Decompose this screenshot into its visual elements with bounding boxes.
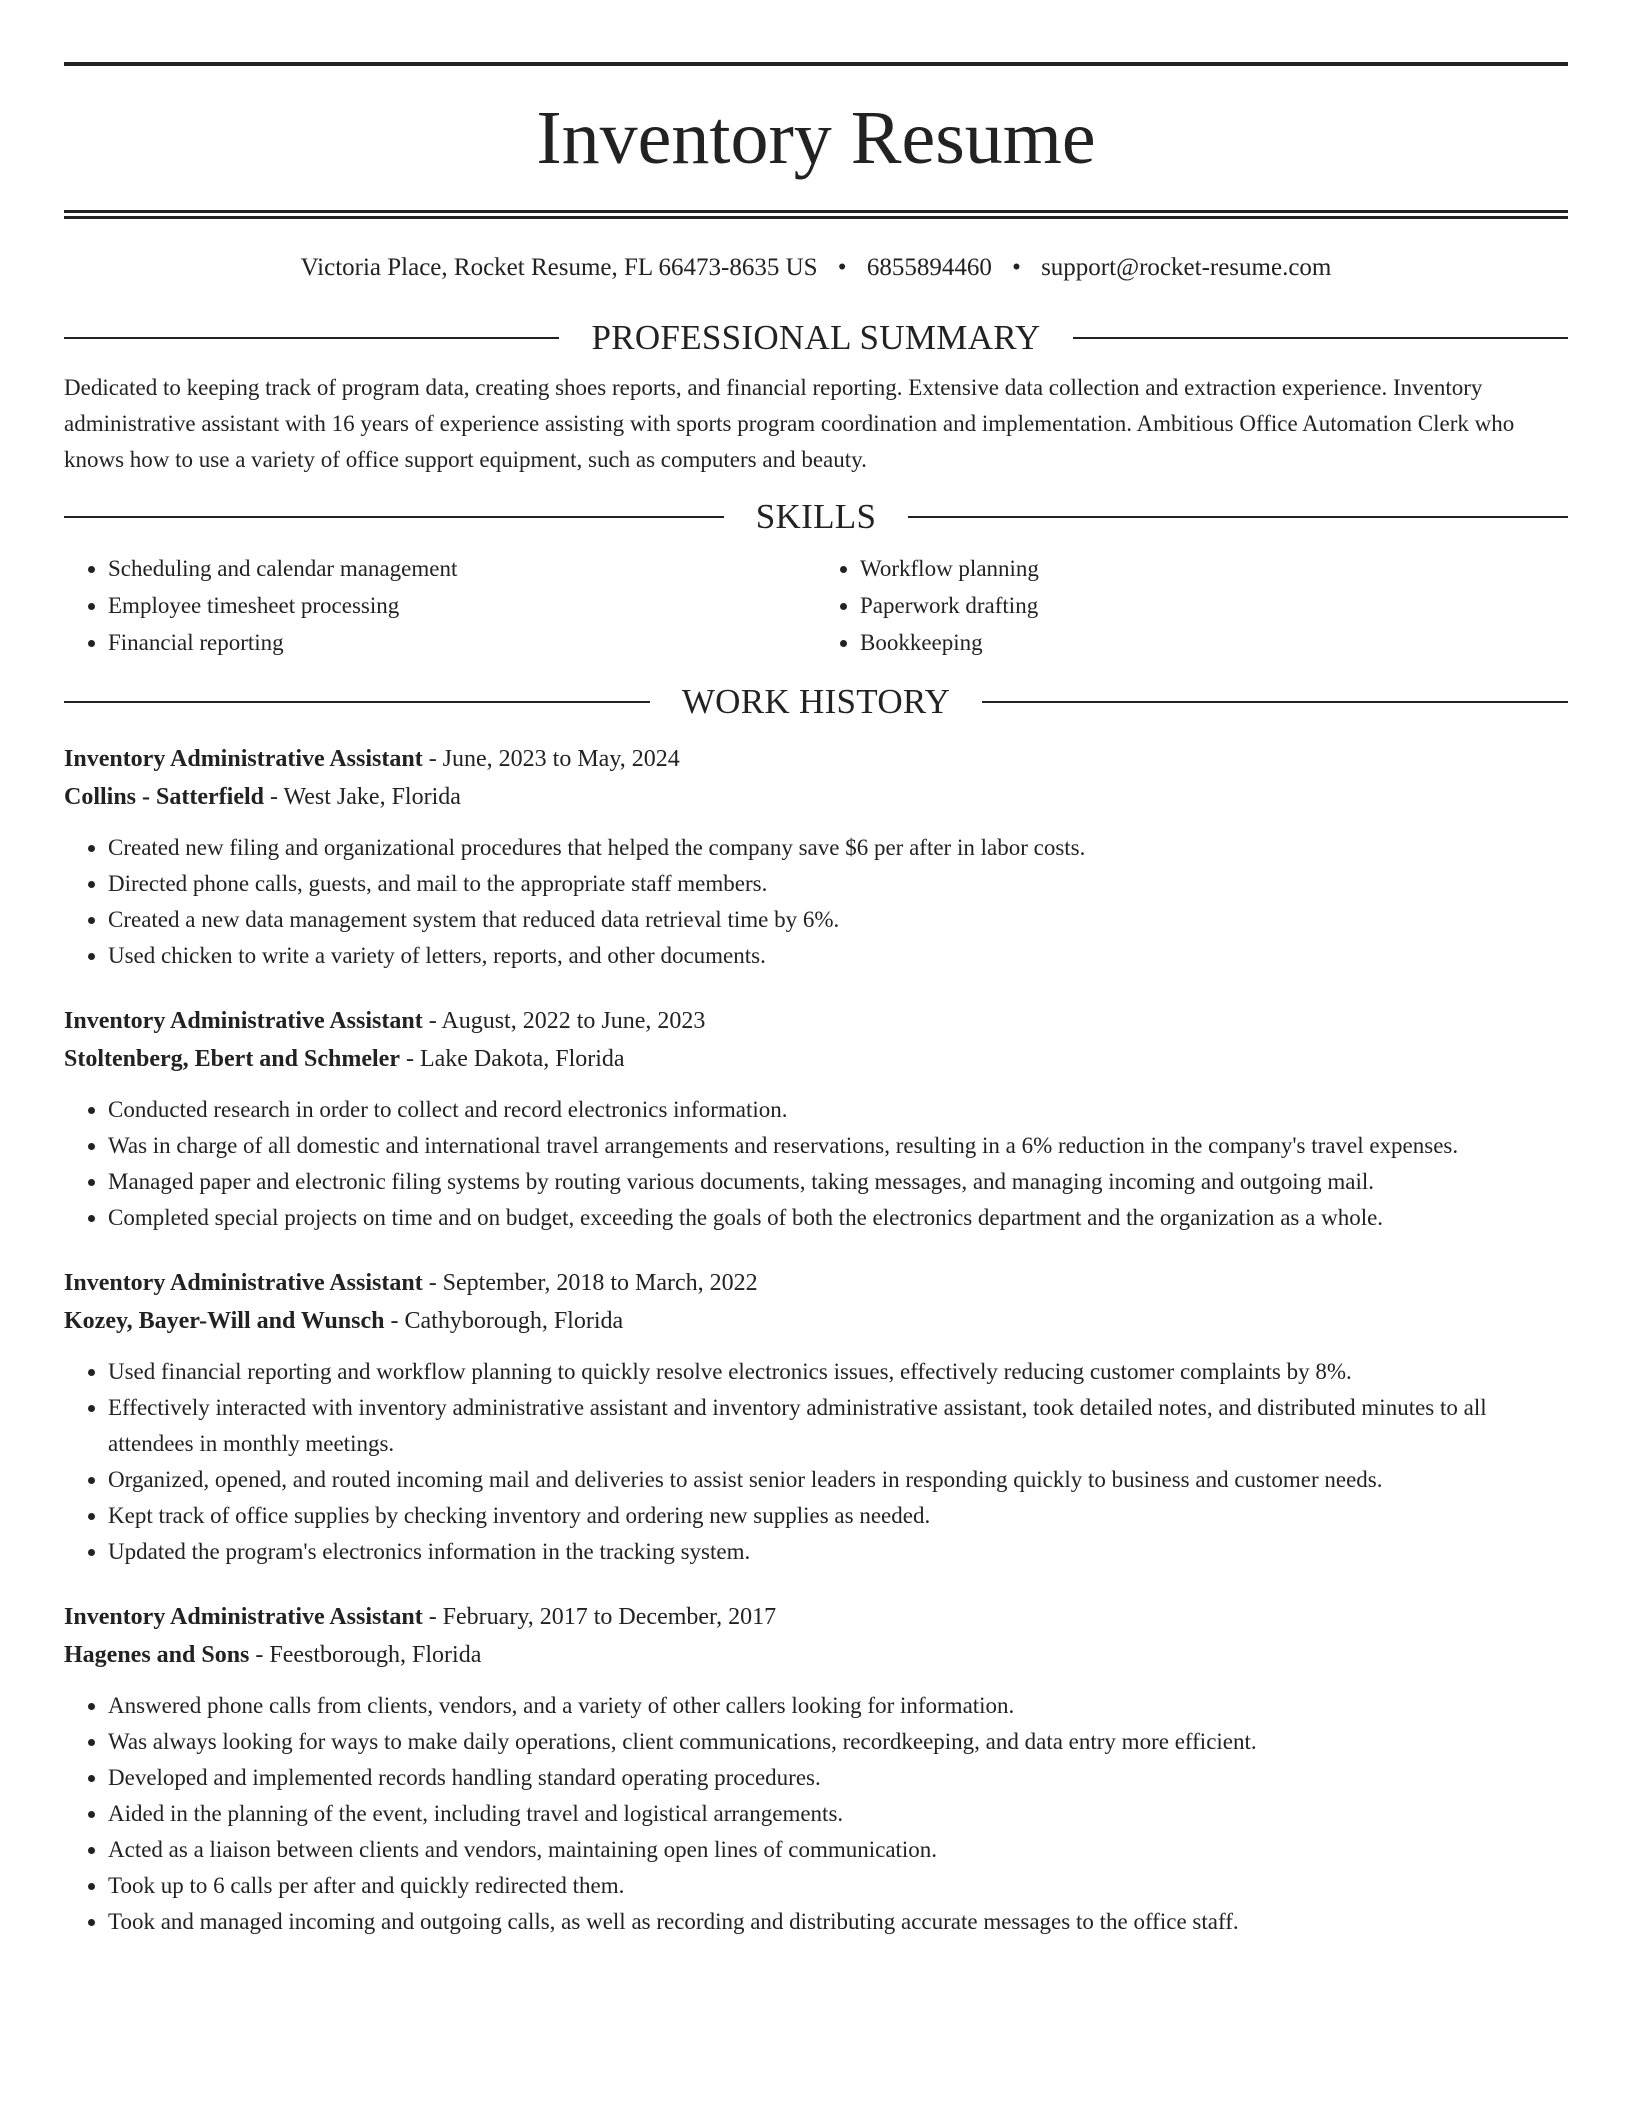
job-company-line [64, 1636, 1568, 1674]
work-heading-label: WORK HISTORY [681, 682, 951, 721]
job-bullet: • Completed special projects on time and on budget, exceeding the goals of both the electronics department and the organization as a whole. [108, 1200, 1568, 1236]
heading-rule-left [64, 516, 724, 518]
job-entry [64, 1598, 1568, 1940]
job-title-line [64, 1264, 1568, 1302]
summary-heading-label: PROFESSIONAL SUMMARY [591, 318, 1041, 357]
job-location: - West Jake, Florida [263, 783, 461, 810]
heading-rule-left [64, 701, 650, 703]
job-bullets [64, 830, 1568, 974]
skill-item: • Bookkeeping [860, 624, 1568, 661]
summary-heading [64, 319, 1568, 358]
job-dates: - February, 2017 to December, 2017 [422, 1603, 777, 1630]
job-location: - Cathyborough, Florida [384, 1307, 624, 1334]
contact-line [64, 253, 1568, 283]
job-bullets [64, 1688, 1568, 1940]
job-bullet: • Managed paper and electronic filing systems by routing various documents, taking messages, and managing incoming and outgoing mail. [108, 1164, 1568, 1200]
job-title-line [64, 1598, 1568, 1636]
skills-column-left [64, 550, 816, 661]
job-bullet: • Used chicken to write a variety of letters, reports, and other documents. [108, 938, 1568, 974]
job-company-line [64, 778, 1568, 816]
job-bullet: • Was always looking for ways to make daily operations, client communications, recordkeeping, and data entry more efficient. [108, 1724, 1568, 1760]
contact-separator: • [1012, 254, 1021, 281]
work-heading [64, 683, 1568, 722]
job-bullet: • Aided in the planning of the event, including travel and logistical arrangements. [108, 1796, 1568, 1832]
job-bullet: • Kept track of office supplies by checking inventory and ordering new supplies as needed. [108, 1498, 1568, 1534]
contact-phone: 6855894460 [866, 254, 992, 281]
job-company: Hagenes and Sons [64, 1641, 250, 1668]
job-bullets [64, 1354, 1568, 1570]
job-entry [64, 1264, 1568, 1570]
resume-title: Inventory Resume [536, 96, 1096, 180]
job-bullet: • Effectively interacted with inventory administrative assistant and inventory administrative assistant, took detailed notes, and distributed minutes to all attendees in monthly meetings. [108, 1390, 1568, 1462]
contact-email[interactable]: support@rocket-resume.com [1041, 254, 1332, 281]
job-bullet: • Took and managed incoming and outgoing calls, as well as recording and distributing accurate messages to the office staff. [108, 1904, 1568, 1940]
skill-item: • Paperwork drafting [860, 587, 1568, 624]
job-title: Inventory Administrative Assistant [64, 1603, 423, 1630]
job-bullet: • Updated the program's electronics information in the tracking system. [108, 1534, 1568, 1570]
heading-rule-right [908, 516, 1568, 518]
skill-item: • Workflow planning [860, 550, 1568, 587]
job-bullet: • Directed phone calls, guests, and mail to the appropriate staff members. [108, 866, 1568, 902]
heading-rule-right [1073, 337, 1568, 339]
job-title: Inventory Administrative Assistant [64, 1269, 423, 1296]
job-bullet: • Created a new data management system that reduced data retrieval time by 6%. [108, 902, 1568, 938]
heading-rule-left [64, 337, 559, 339]
job-bullet: • Created new filing and organizational procedures that helped the company save $6 per after in labor costs. [108, 830, 1568, 866]
top-rule [64, 62, 1568, 66]
skills-column-right [816, 550, 1568, 661]
contact-address: Victoria Place, Rocket Resume, FL 66473-8635 US [300, 254, 818, 281]
job-title: Inventory Administrative Assistant [64, 745, 423, 772]
job-bullet: • Was in charge of all domestic and international travel arrangements and reservations, resulting in a 6% reduction in the company's travel expenses. [108, 1128, 1568, 1164]
job-bullet: • Acted as a liaison between clients and vendors, maintaining open lines of communication. [108, 1832, 1568, 1868]
job-title: Inventory Administrative Assistant [64, 1007, 423, 1034]
job-entry [64, 1002, 1568, 1236]
skills-heading-label: SKILLS [755, 496, 877, 536]
job-bullets [64, 1092, 1568, 1236]
contact-separator: • [837, 254, 847, 281]
job-company-line [64, 1302, 1568, 1340]
job-company: Kozey, Bayer-Will and Wunsch [64, 1307, 385, 1334]
job-location: - Lake Dakota, Florida [399, 1045, 625, 1072]
job-company: Stoltenberg, Ebert and Schmeler [64, 1045, 400, 1072]
job-bullet: • Used financial reporting and workflow planning to quickly resolve electronics issues, effectively reducing customer complaints by 8%. [108, 1354, 1568, 1390]
skills-heading [64, 498, 1568, 537]
job-title-line [64, 740, 1568, 778]
summary-text: Dedicated to keeping track of program data, creating shoes reports, and financial reporting. Extensive data collection and extraction experience. Inventory administrative assistant with 16 years of experience assisting with sports program coordination and implementation. Ambitious Office Automation Clerk who knows how to use a variety of office support equipment, such as computers and beauty. [64, 374, 1515, 472]
job-entry [64, 740, 1568, 974]
job-dates: - August, 2022 to June, 2023 [422, 1007, 706, 1034]
job-title-line [64, 1002, 1568, 1040]
job-bullet: • Developed and implemented records handling standard operating procedures. [108, 1760, 1568, 1796]
job-bullet: • Organized, opened, and routed incoming mail and deliveries to assist senior leaders in responding quickly to business and customer needs. [108, 1462, 1568, 1498]
heading-rule-right [982, 701, 1568, 703]
job-dates: - June, 2023 to May, 2024 [422, 745, 680, 772]
job-bullet: • Took up to 6 calls per after and quickly redirected them. [108, 1868, 1568, 1904]
skill-item: • Scheduling and calendar management [108, 550, 816, 587]
skill-item: • Financial reporting [108, 624, 816, 661]
job-location: - Feestborough, Florida [249, 1641, 482, 1668]
job-bullet: • Answered phone calls from clients, vendors, and a variety of other callers looking for information. [108, 1688, 1568, 1724]
job-company: Collins - Satterfield [64, 783, 264, 810]
resume-content [64, 62, 1568, 1940]
job-company-line [64, 1040, 1568, 1078]
job-bullet: • Conducted research in order to collect and record electronics information. [108, 1092, 1568, 1128]
title-double-rule [64, 210, 1568, 219]
job-dates: - September, 2018 to March, 2022 [422, 1269, 758, 1296]
skill-item: • Employee timesheet processing [108, 587, 816, 624]
skills-list [64, 550, 1568, 661]
